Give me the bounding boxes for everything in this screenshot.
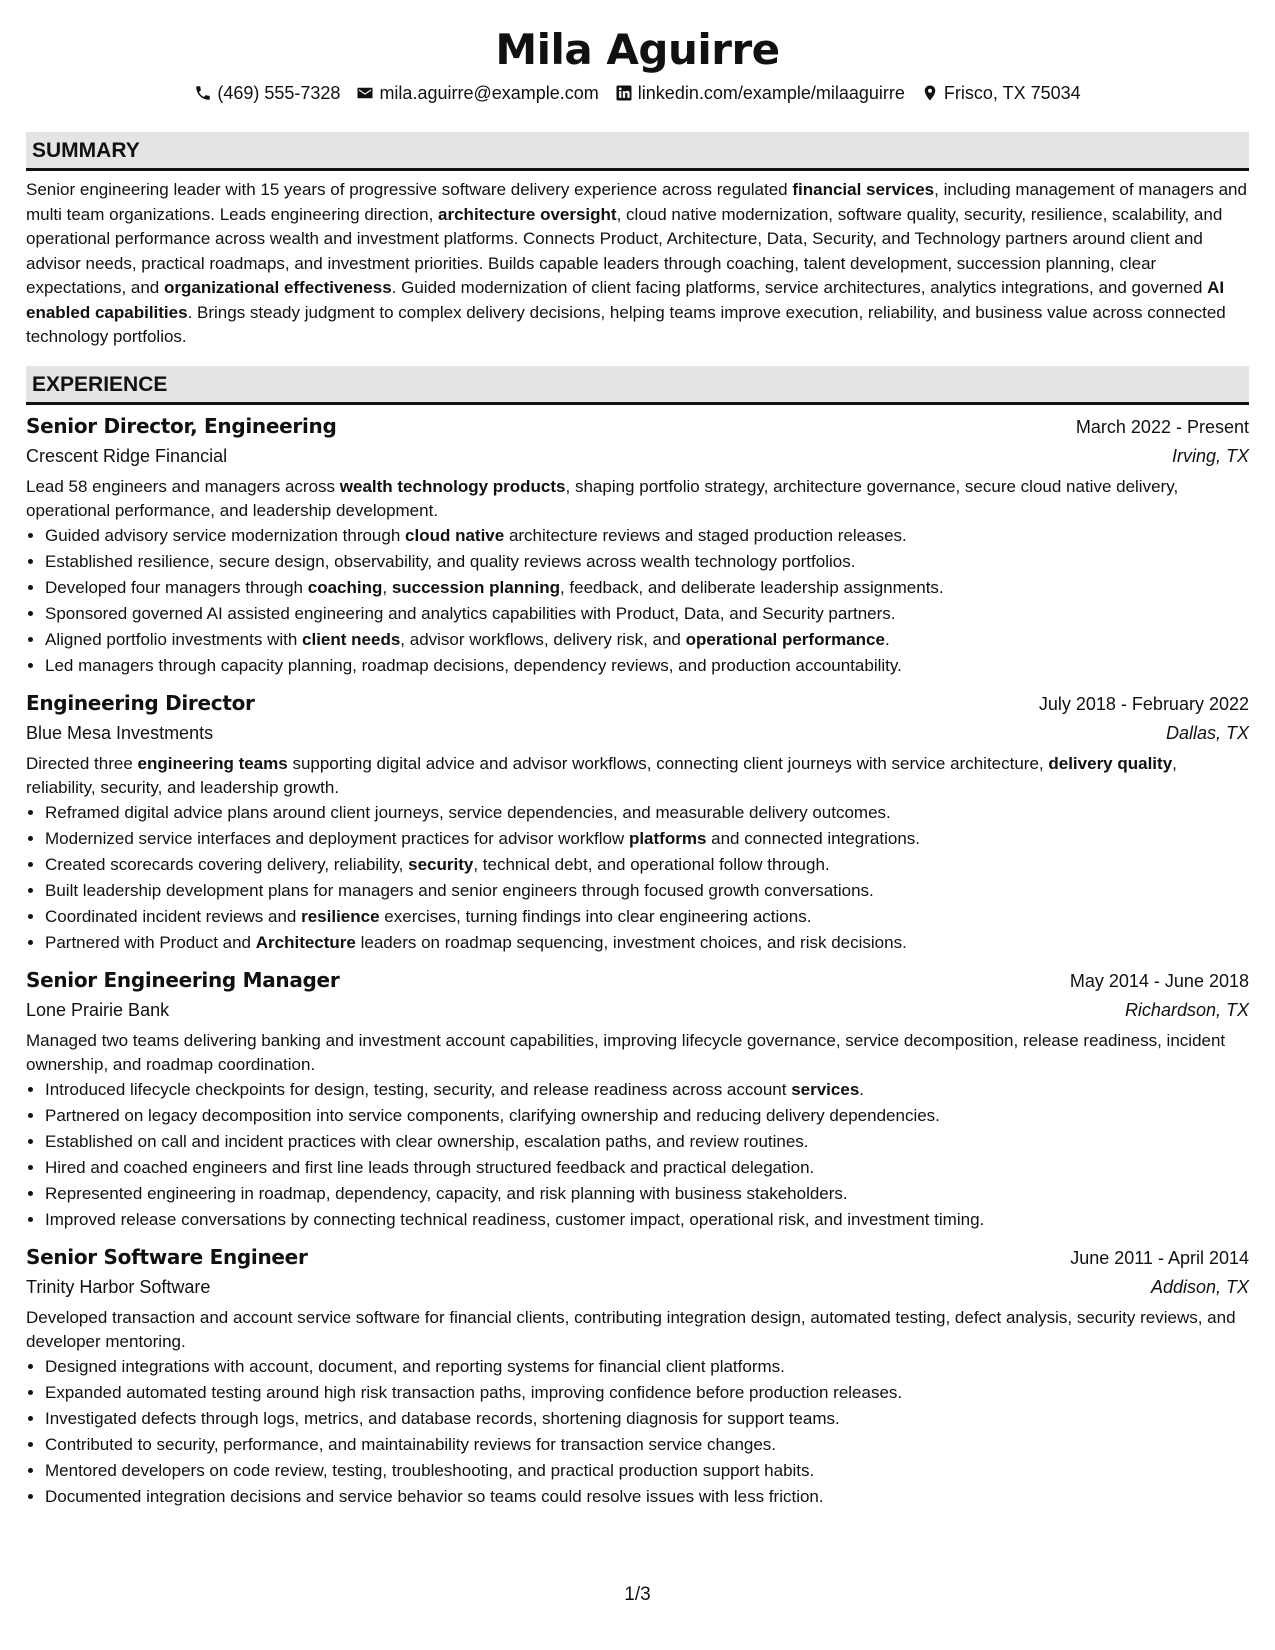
experience-section: [26, 366, 1249, 1510]
text-run: Led managers through capacity planning, roadmap decisions, dependency reviews, and production accountability.: [45, 655, 902, 675]
job-summary: [26, 1029, 1249, 1077]
bullet-item: [45, 1354, 1249, 1380]
text-run: Modernized service interfaces and deployment practices for advisor workflow: [45, 828, 629, 848]
text-run: , advisor workflows, delivery risk, and: [400, 629, 686, 649]
text-run: Established on call and incident practices with clear ownership, escalation paths, and review routines.: [45, 1131, 809, 1151]
bullet-item: [45, 1207, 1249, 1233]
text-run: Developed transaction and account service software for financial clients, contributing integration design, automated testing, defect analysis, security reviews, and developer mentoring.: [26, 1307, 1236, 1351]
text-run: Lead 58 engineers and managers across: [26, 476, 340, 496]
contact-bar: [26, 80, 1249, 106]
bullet-item: [45, 930, 1249, 956]
job-company-row: [26, 995, 1249, 1026]
bold-phrase: services: [791, 1079, 860, 1099]
job-company-row: [26, 441, 1249, 472]
job-entry: [26, 412, 1249, 679]
text-run: Represented engineering in roadmap, dependency, capacity, and risk planning with business stakeholders.: [45, 1183, 848, 1203]
text-run: Coordinated incident reviews and: [45, 906, 302, 926]
text-run: Improved release conversations by connecting technical readiness, customer impact, operational risk, and investment timing.: [45, 1209, 985, 1229]
bold-phrase: resilience: [301, 906, 380, 926]
candidate-name: Mila Aguirre: [495, 25, 780, 74]
job-title-row: [26, 1243, 1249, 1272]
job-company-row: [26, 718, 1249, 749]
job-bullets: [26, 800, 1249, 956]
job-summary: [26, 475, 1249, 523]
job-entry: [26, 966, 1249, 1233]
bold-phrase: security: [408, 854, 474, 874]
text-run: Established resilience, secure design, observability, and quality reviews across wealth technology portfolios.: [45, 551, 856, 571]
job-company: Trinity Harbor Software: [26, 1276, 211, 1297]
bold-phrase: coaching: [307, 577, 383, 597]
job-company-row: [26, 1272, 1249, 1303]
summary-heading: SUMMARY: [26, 132, 1249, 171]
experience-heading: EXPERIENCE: [26, 366, 1249, 405]
bullet-item: [45, 878, 1249, 904]
job-title: Senior Director, Engineering: [26, 413, 337, 438]
job-title-row: [26, 412, 1249, 441]
bullet-item: [45, 1380, 1249, 1406]
bullet-item: [45, 1458, 1249, 1484]
bullet-item: [45, 1432, 1249, 1458]
bullet-item: [45, 523, 1249, 549]
job-dates: March 2022 - Present: [1075, 416, 1249, 437]
job-location: Dallas, TX: [1165, 722, 1249, 743]
bullet-item: [45, 1406, 1249, 1432]
text-run: Directed three: [26, 753, 138, 773]
text-run: .: [884, 629, 890, 649]
bold-phrase: platforms: [628, 828, 707, 848]
text-run: . Guided modernization of client facing platforms, service architectures, analytics integrations, and governed: [391, 278, 1208, 297]
bullet-item: [45, 1484, 1249, 1510]
bullet-item: [45, 852, 1249, 878]
text-run: , shaping portfolio strategy, architecture governance, secure cloud native delivery, operational performance, and leadership development.: [26, 476, 1179, 520]
text-run: Built leadership development plans for managers and senior engineers through focused growth conversations.: [45, 880, 874, 900]
job-location: Richardson, TX: [1124, 999, 1249, 1020]
bullet-item: [45, 627, 1249, 653]
text-run: Managed two teams delivering banking and investment account capabilities, improving lifecycle governance, service decomposition, release readiness, incident ownership, and roadmap coordination.: [26, 1030, 1226, 1074]
job-entry: [26, 689, 1249, 956]
bold-phrase: client needs: [302, 629, 401, 649]
contact-email[interactable]: [356, 83, 598, 104]
job-dates: June 2011 - April 2014: [1070, 1247, 1249, 1268]
job-company: Crescent Ridge Financial: [26, 445, 228, 466]
text-run: , feedback, and deliberate leadership assignments.: [559, 577, 944, 597]
bold-phrase: AI enabled capabilities: [26, 278, 1225, 322]
text-run: Mentored developers on code review, testing, troubleshooting, and practical production support habits.: [45, 1460, 815, 1480]
email-icon: [356, 84, 374, 102]
text-run: Aligned portfolio investments with: [45, 629, 303, 649]
text-run: , technical debt, and operational follow through.: [473, 854, 830, 874]
text-run: Expanded automated testing around high risk transaction paths, improving confidence before production releases.: [45, 1382, 903, 1402]
job-bullets: [26, 1354, 1249, 1510]
job-company: Lone Prairie Bank: [26, 999, 170, 1020]
bold-phrase: architecture oversight: [438, 204, 617, 224]
text-run: , reliability, security, and leadership growth.: [26, 753, 1177, 797]
resume-page: [26, 0, 1249, 1510]
job-entry: [26, 1243, 1249, 1510]
text-run: supporting digital advice and advisor workflows, connecting client journeys with service architecture,: [287, 753, 1049, 773]
phone-text: (469) 555-7328: [217, 82, 341, 103]
linkedin-icon: [615, 84, 633, 102]
text-run: architecture reviews and staged production releases.: [504, 525, 907, 545]
bold-phrase: wealth technology products: [339, 476, 566, 496]
bold-phrase: cloud native: [405, 525, 505, 545]
text-run: . Brings steady judgment to complex delivery decisions, helping teams improve execution, reliability, and business value across connected technology portfolios.: [26, 302, 1226, 346]
email-text[interactable]: mila.aguirre@example.com: [379, 82, 599, 103]
bullet-item: [45, 575, 1249, 601]
text-run: Reframed digital advice plans around client journeys, service dependencies, and measurable delivery outcomes.: [45, 802, 891, 822]
summary-section: [26, 132, 1249, 350]
bullet-item: [45, 1129, 1249, 1155]
job-title-row: [26, 689, 1249, 718]
job-summary: [26, 1306, 1249, 1354]
summary-paragraph: [26, 178, 1249, 350]
job-dates: May 2014 - June 2018: [1069, 970, 1249, 991]
text-run: Sponsored governed AI assisted engineering and analytics capabilities with Product, Data, and Security partners.: [45, 603, 896, 623]
bold-phrase: financial services: [792, 180, 935, 199]
text-run: Created scorecards covering delivery, reliability,: [45, 854, 409, 874]
text-run: Investigated defects through logs, metrics, and database records, shortening diagnosis for support teams.: [45, 1408, 840, 1428]
text-run: Partnered on legacy decomposition into service components, clarifying ownership and reducing delivery dependencies.: [45, 1105, 940, 1125]
text-run: , including management of managers and multi team organizations. Leads engineering direction,: [26, 180, 1247, 224]
job-location: Irving, TX: [1171, 445, 1249, 466]
text-run: leaders on roadmap sequencing, investment choices, and risk decisions.: [355, 932, 907, 952]
bullet-item: [45, 826, 1249, 852]
bullet-item: [45, 904, 1249, 930]
location-pin-icon: [921, 84, 939, 102]
bold-phrase: succession planning: [391, 577, 560, 597]
bullet-item: [45, 653, 1249, 679]
bullet-item: [45, 1155, 1249, 1181]
bold-phrase: organizational effectiveness: [163, 278, 392, 297]
text-run: Guided advisory service modernization through: [45, 525, 406, 545]
job-bullets: [26, 523, 1249, 679]
contact-linkedin[interactable]: [615, 83, 905, 104]
bold-phrase: engineering teams: [137, 753, 288, 773]
page-indicator: 1/3: [624, 1584, 651, 1605]
text-run: Hired and coached engineers and first line leads through structured feedback and practical delegation.: [45, 1157, 815, 1177]
location-text: Frisco, TX 75034: [943, 82, 1081, 103]
text-run: ,: [382, 577, 392, 597]
text-run: Senior engineering leader with 15 years of progressive software delivery experience across regulated: [26, 180, 793, 199]
bullet-item: [45, 800, 1249, 826]
job-title: Engineering Director: [26, 690, 255, 715]
bullet-item: [45, 549, 1249, 575]
text-run: Contributed to security, performance, and maintainability reviews for transaction service changes.: [45, 1434, 777, 1454]
job-list: [26, 412, 1249, 1510]
text-run: , cloud native modernization, software quality, security, resilience, scalability, and operational performance across wealth and investment platforms. Connects Product, Architecture, Data, Security, and Technology partners around client and advisor needs, practical roadmaps, and investment priorities. Builds capable leaders through coaching, talent development, succession planning, clear expectations, and: [26, 204, 1223, 297]
job-company: Blue Mesa Investments: [26, 722, 214, 743]
contact-location: [921, 83, 1081, 104]
text-run: Developed four managers through: [45, 577, 308, 597]
job-bullets: [26, 1077, 1249, 1233]
text-run: Designed integrations with account, document, and reporting systems for financial client platforms.: [45, 1356, 785, 1376]
job-title: Senior Engineering Manager: [26, 967, 340, 992]
text-run: Documented integration decisions and service behavior so teams could resolve issues with less friction.: [45, 1486, 824, 1506]
text-run: .: [859, 1079, 865, 1099]
text-run: and connected integrations.: [706, 828, 921, 848]
phone-icon: [194, 84, 212, 102]
job-title-row: [26, 966, 1249, 995]
contact-phone: [194, 83, 340, 104]
job-location: Addison, TX: [1150, 1276, 1249, 1297]
bold-phrase: operational performance: [685, 629, 885, 649]
job-dates: July 2018 - February 2022: [1038, 693, 1249, 714]
bullet-item: [45, 1181, 1249, 1207]
bold-phrase: delivery quality: [1048, 753, 1173, 773]
bold-phrase: Architecture: [255, 932, 356, 952]
text-run: exercises, turning findings into clear engineering actions.: [379, 906, 812, 926]
bullet-item: [45, 1103, 1249, 1129]
linkedin-text[interactable]: linkedin.com/example/milaaguirre: [637, 82, 905, 103]
text-run: Introduced lifecycle checkpoints for design, testing, security, and release readiness across account: [45, 1079, 792, 1099]
text-run: Partnered with Product and: [45, 932, 256, 952]
bullet-item: [45, 601, 1249, 627]
job-summary: [26, 752, 1249, 800]
bullet-item: [45, 1077, 1249, 1103]
job-title: Senior Software Engineer: [26, 1244, 308, 1269]
